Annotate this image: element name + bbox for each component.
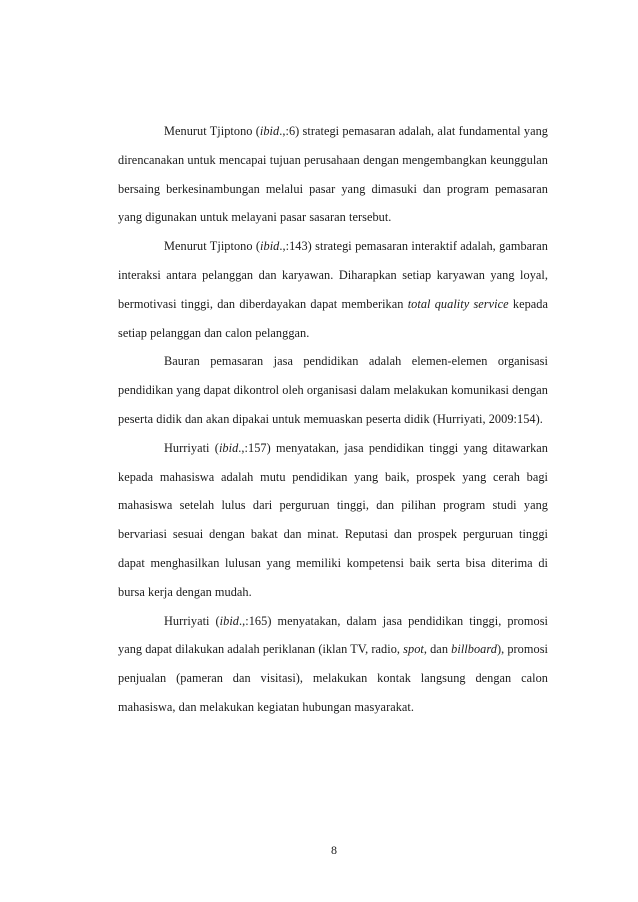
paragraph-bauran-pemasaran	[118, 347, 548, 433]
text-run: Bauran pemasaran jasa pendidikan adalah elemen-elemen organisasi pendidikan yang dapat dikontrol oleh organisasi dalam melakukan komunikasi dengan peserta didik dan akan dipakai untuk memuaskan peserta didik (Hurriyati, 2009:154).	[118, 354, 548, 426]
text-run: .,:157) menyatakan, jasa pendidikan tinggi yang ditawarkan kepada mahasiswa adalah mutu pendidikan yang baik, prospek yang cerah bagi mahasiswa setelah lulus dari perguruan tinggi, dan pilihan program studi yang bervariasi sesuai dengan bakat dan minat. Reputasi dan prospek perguruan tinggi dapat menghasilkan lulusan yang memiliki kompetensi baik serta bisa diterima di bursa kerja dengan mudah.	[118, 440, 548, 599]
paragraph-tjiptono-interaktif	[118, 232, 548, 347]
text-run: .,:6) strategi pemasaran adalah, alat fundamental yang direncanakan untuk mencapai tujuan perusahaan dengan mengembangkan keunggulan bersaing berkesinambungan melalui pasar yang dimasuki dan program pemasaran yang digunakan untuk melayani pasar sasaran tersebut.	[118, 124, 549, 225]
text-run: ), promosi penjualan (pameran dan visitasi), melakukan kontak langsung dengan calon mahasiswa, dan melakukan kegiatan hubungan masyarakat.	[118, 642, 548, 714]
italic-text-run: total quality service	[407, 296, 509, 311]
italic-text-run: ibid	[260, 239, 280, 254]
text-run: Menurut Tjiptono (	[164, 124, 260, 138]
italic-text-run: billboard	[451, 642, 497, 657]
text-run: Hurriyati (	[164, 613, 220, 628]
paragraph-hurriyati-157	[118, 434, 548, 607]
italic-text-run: spot	[403, 642, 424, 657]
text-run: Menurut Tjiptono (	[164, 239, 261, 254]
text-run: , dan	[423, 642, 452, 657]
paragraph-tjiptono-strategi	[118, 117, 548, 232]
text-run: Hurriyati (	[164, 440, 219, 455]
body-text	[118, 117, 548, 722]
italic-text-run: ibid	[219, 613, 240, 628]
text-run: .,:143) strategi pemasaran interaktif adalah, gambaran interaksi antara pelanggan dan karyawan. Diharapkan setiap karyawan yang loyal, bermotivasi tinggi, dan diberdayakan dapat memberikan	[118, 239, 549, 311]
page-number: 8	[331, 843, 337, 857]
text-run: kepada setiap pelanggan dan calon pelanggan.	[118, 296, 548, 340]
italic-text-run: ibid	[218, 440, 239, 455]
text-run: .,:165) menyatakan, dalam jasa pendidikan tinggi, promosi yang dapat dilakukan adalah periklanan (iklan TV, radio,	[118, 613, 548, 657]
italic-text-run: ibid	[259, 124, 280, 138]
paragraph-hurriyati-165	[118, 607, 548, 722]
